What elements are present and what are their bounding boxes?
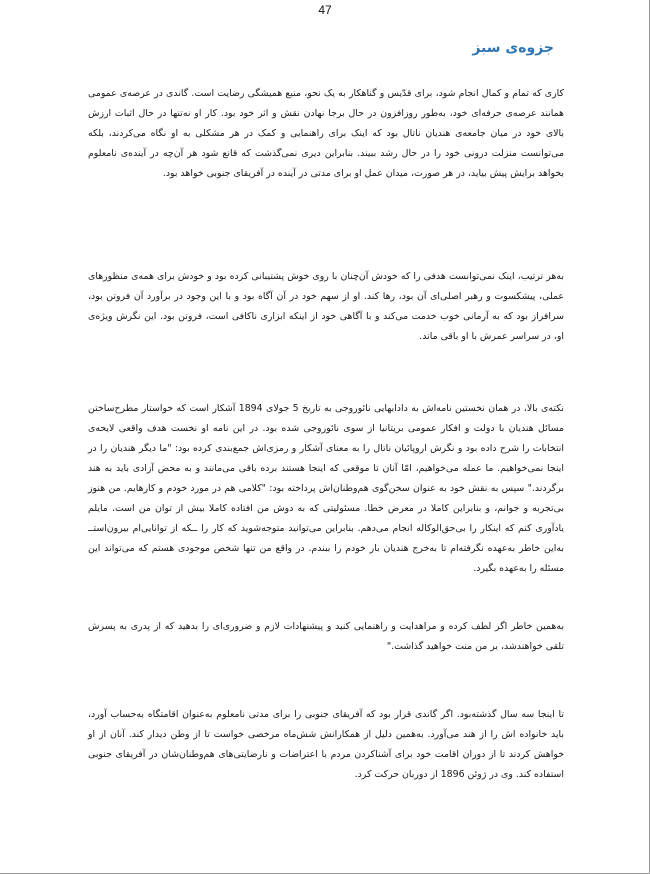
page-number: 47 bbox=[318, 3, 332, 17]
paragraph-4: به‌همین خاطر اگر لطف کرده و مراهدایت و راهنمایی کنید و پیشنهادات لازم و ضروری‌ای را بدهید که از پدری به پسرش تلقی خواهندشد، بر من منت خواهید گذاشت." bbox=[88, 621, 564, 653]
paragraph-5: تا اینجا سه سال گذشته‌بود. اگر گاندی قرار بود که آفریقای جنوبی را برای مدتی نامعلوم به‌عنوان اقامتگاه به‌حساب آورد، باید خانواده اش را از هند می‌آورد. به‌همین دلیل از همکارانش شش‌ماه مرخصی خواست تا از وطن دیدار کند. آنان از او خواهش کردند تا از دوران اقامت خود برای آشناکردن مردم با اعتراضات و نارضایتی‌های هم‌وطنان‌شان در آفریقای جنوبی استفاده کند. وی در ژوئن 1896 از دوربان حرکت کرد. bbox=[88, 709, 564, 781]
paragraph-1: کاری که تمام و کمال انجام شود، برای قدّیس و گناهکار به یک نحو، منبع همیشگی رضایت است. گاندی در عرصه‌ی عمومی همانند عرصه‌ی حرفه‌ای خود، به‌طور روزافزون در حال برجا نهادن نقش و اثر خود بود. کار او نه‌تنها در حال اثبات ارزش بالای خود در میان جامعه‌ی هندیان ناتال بود که اینک برای راهنمایی و کمک در هر مشکلی به او نگاه می‌کردند، بلکه می‌توانست منزلت درونی خود را در حال رشد ببیند. بنابراین دیری نمی‌گذشت که قانع شود هر آن‌چه در آینده‌ی نامعلوم بخواهد برایش پیش بیاید، در هر صورت، میدان عمل او برای مدتی در آینده در آفریقای جنوبی خواهد بود. bbox=[88, 88, 564, 180]
paragraph-2: به‌هر ترتیب، اینک نمی‌توانست هدفی را که خودش آن‌چنان با روی خوش پشتیبانی کرده بود و خودش برای همه‌ی منظورهای عملی، پیشکسوت و رهبر اصلی‌ای آن بود، رها کند. او از سهم خود در آن آگاه بود و با این وجود در برآورد آن فروتن بود، سرافراز بود که به آرمانی خوب خدمت می‌کند و با آگاهی خود از اینکه ابزاری ناکافی است، فروتن بود. این نگرش ویژه‌ی او، در سراسر عمرش با او باقی ماند. bbox=[88, 271, 564, 343]
paragraph-3: نکته‌ی بالا، در همان نخستین نامه‌اش به دادابهایی نائوروجی به تاریخ 5 جولای 1894 آشکار است که خواستار مطرح‌ساختن مسائل هندیان با دولت و افکار عمومی بریتانیا از سوی نائوروجی شده بود. در این نامه او نخست هدف واقعی لایحه‌ی انتخابات را شرح داده بود و نگرش اروپائیان ناتال را به معنای آشکار و رمزی‌اش جمع‌بندی کرده بود: "ما دیگر هندیان را در اینجا نمی‌خواهیم. ما عمله می‌خواهیم، امّا آنان تا موقعی که اینجا هستند برده باقی می‌مانند و به محض آزادی باید به هند برگردند." سپس به نقش خود به عنوان سخن‌گوی هم‌وطنان‌اش پرداخته بود: "کلامی هم در مورد خودم و کارهایم. من هنوز بی‌تجربه و جوانم، و بنابراین کاملا در معرض خطا. مسئولیتی که به دوش من افتاده کاملا بیش از توان من است. مایلم یادآوری کنم که اینکار را بی‌حق‌الوکاله انجام می‌دهم. بنابراین می‌توانید متوجه‌شوید که کار را ــکه از توانایی‌ام بیرون‌استــ به‌این خاطر به‌عهده نگرفته‌ام تا به‌خرج هندیان بار خودم را ببندم. در واقع من تنها شخص موجودی هستم که می‌تواند این مسئله را به‌عهده بگیرد. bbox=[88, 403, 564, 575]
section-heading: جزوه‌ی سبز bbox=[472, 40, 554, 56]
